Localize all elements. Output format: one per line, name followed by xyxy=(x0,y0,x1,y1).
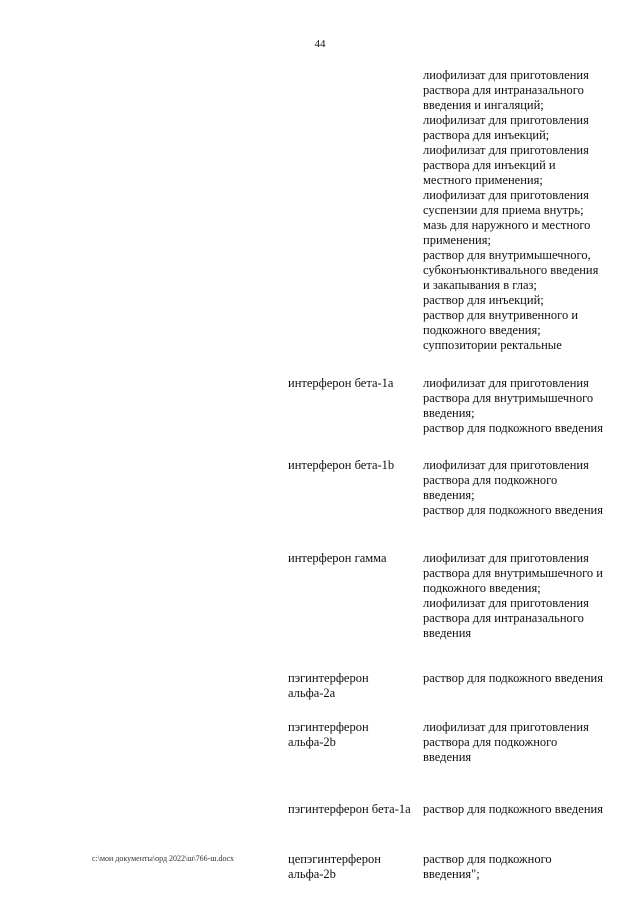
dosage-form-line: суппозитории ректальные xyxy=(423,338,562,352)
drug-name xyxy=(288,458,418,473)
dosage-form-line: раствора для внутримышечного и xyxy=(423,566,603,580)
dosage-form-line: раствор для подкожного введения xyxy=(423,802,603,816)
dosage-form-line: лиофилизат для приготовления xyxy=(423,68,589,82)
dosage-form-line: введения; xyxy=(423,488,475,502)
dosage-form-line: суспензии для приема внутрь; xyxy=(423,203,584,217)
dosage-form-line: мазь для наружного и местного xyxy=(423,218,591,232)
dosage-form-line: раствора для подкожного xyxy=(423,473,558,487)
dosage-form-line: введения xyxy=(423,750,472,764)
dosage-form-line: раствора для инъекций и xyxy=(423,158,556,172)
drug-name xyxy=(288,852,418,882)
drug-name-line: пэгинтерферон бета-1a xyxy=(288,802,411,816)
drug-name-line: альфа-2a xyxy=(288,686,336,700)
dosage-form-line: введения; xyxy=(423,406,475,420)
dosage-forms xyxy=(423,68,623,353)
page-number: 44 xyxy=(314,38,326,50)
dosage-form-line: раствора для внутримышечного xyxy=(423,391,594,405)
drug-name xyxy=(288,376,418,391)
dosage-form-line: введения"; xyxy=(423,867,480,881)
dosage-form-line: лиофилизат для приготовления xyxy=(423,143,589,157)
dosage-form-line: раствор для подкожного введения xyxy=(423,503,603,517)
dosage-form-line: раствор для подкожного введения xyxy=(423,671,603,685)
table-row xyxy=(0,671,640,700)
dosage-form-line: лиофилизат для приготовления xyxy=(423,188,589,202)
dosage-form-line: лиофилизат для приготовления xyxy=(423,376,589,390)
drug-name-line: интерферон гамма xyxy=(288,551,387,565)
dosage-form-line: лиофилизат для приготовления xyxy=(423,720,589,734)
dosage-form-line: раствор для внутримышечного, xyxy=(423,248,591,262)
dosage-form-line: подкожного введения; xyxy=(423,581,541,595)
drug-name-line: цепэгинтерферон xyxy=(288,852,381,866)
drug-name xyxy=(288,802,418,817)
table-row xyxy=(0,551,640,641)
table-row xyxy=(0,720,640,765)
dosage-form-line: лиофилизат для приготовления xyxy=(423,458,589,472)
drug-table xyxy=(0,68,640,882)
drug-name-line: пэгинтерферон xyxy=(288,720,369,734)
footer-file-path: c:\мои документы\орд 2022\ш\766-ш.docx xyxy=(92,854,235,863)
dosage-forms xyxy=(423,852,623,882)
dosage-form-line: лиофилизат для приготовления xyxy=(423,113,589,127)
drug-name xyxy=(288,720,418,750)
dosage-forms xyxy=(423,671,623,686)
dosage-form-line: раствор для инъекций; xyxy=(423,293,544,307)
drug-name-line: альфа-2b xyxy=(288,735,336,749)
dosage-form-line: раствор для внутривенного и xyxy=(423,308,579,322)
dosage-form-line: раствора для подкожного xyxy=(423,735,558,749)
dosage-form-line: раствор для подкожного введения xyxy=(423,421,603,435)
drug-name-line: интерферон бета-1b xyxy=(288,458,395,472)
dosage-form-line: местного применения; xyxy=(423,173,543,187)
dosage-form-line: и закапывания в глаз; xyxy=(423,278,537,292)
dosage-form-line: введения и ингаляций; xyxy=(423,98,544,112)
drug-name-line: интерферон бета-1a xyxy=(288,376,394,390)
table-row xyxy=(0,458,640,518)
dosage-form-line: субконъюнктивального введения xyxy=(423,263,599,277)
dosage-forms xyxy=(423,551,623,641)
dosage-form-line: подкожного введения; xyxy=(423,323,541,337)
dosage-forms xyxy=(423,802,623,817)
dosage-form-line: раствор для подкожного xyxy=(423,852,552,866)
dosage-form-line: лиофилизат для приготовления xyxy=(423,596,589,610)
dosage-form-line: раствора для интраназального xyxy=(423,83,584,97)
drug-name xyxy=(288,551,418,566)
table-row xyxy=(0,802,640,817)
dosage-form-line: раствора для инъекций; xyxy=(423,128,550,142)
dosage-forms xyxy=(423,458,623,518)
dosage-forms xyxy=(423,720,623,765)
dosage-form-line: лиофилизат для приготовления xyxy=(423,551,589,565)
dosage-form-line: применения; xyxy=(423,233,491,247)
drug-name-line: пэгинтерферон xyxy=(288,671,369,685)
drug-name xyxy=(288,671,418,701)
dosage-form-line: введения xyxy=(423,626,472,640)
table-row xyxy=(0,68,640,353)
drug-name-line: альфа-2b xyxy=(288,867,336,881)
table-row xyxy=(0,376,640,436)
dosage-form-line: раствора для интраназального xyxy=(423,611,584,625)
dosage-forms xyxy=(423,376,623,436)
